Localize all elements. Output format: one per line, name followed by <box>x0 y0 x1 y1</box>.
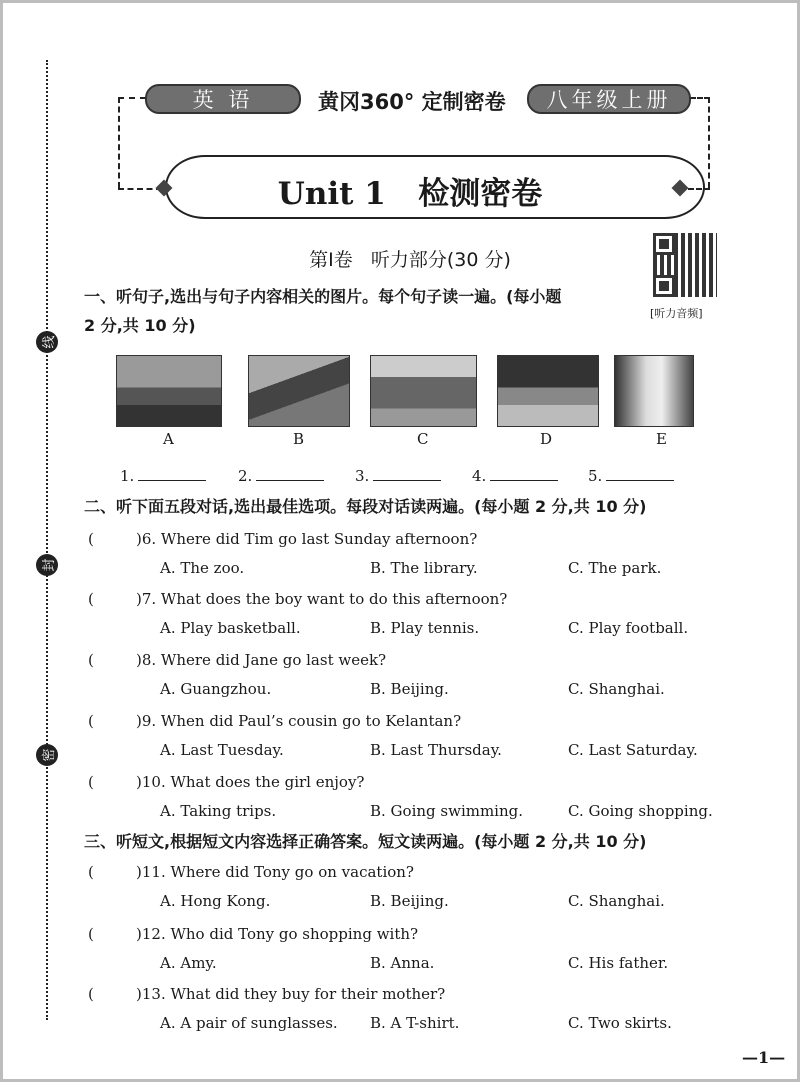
answer-blank <box>120 467 206 485</box>
answer-line[interactable] <box>606 480 674 481</box>
question-text: )13. What did they buy for their mother? <box>136 985 446 1003</box>
section1-heading-cont: 2 分,共 10 分) <box>84 316 196 335</box>
qr-code-icon[interactable] <box>653 233 717 297</box>
answer-blank <box>472 467 558 485</box>
answer-bracket[interactable]: ( <box>88 773 94 791</box>
header-connector <box>118 97 146 99</box>
answer-bracket[interactable]: ( <box>88 590 94 608</box>
great-wall-photo <box>248 355 350 427</box>
answer-blank <box>355 467 441 485</box>
option-c: C. Two skirts. <box>568 1014 672 1032</box>
option-c: C. His father. <box>568 954 669 972</box>
subject-badge: 英 语 <box>145 84 301 114</box>
binding-mark-mi: 密 <box>36 744 58 766</box>
part-title: 第Ⅰ卷 听力部分(30 分) <box>309 249 511 271</box>
question-text: )12. Who did Tony go shopping with? <box>136 925 419 943</box>
blank-number: 1. <box>120 467 135 485</box>
blank-number: 3. <box>355 467 370 485</box>
answer-bracket[interactable]: ( <box>88 530 94 548</box>
waterfall-photo <box>614 355 694 427</box>
opera-house-photo <box>116 355 222 427</box>
section1-heading: 一、听句子,选出与句子内容相关的图片。每个句子读一遍。(每小题 <box>84 287 562 306</box>
option-a: A. A pair of sunglasses. <box>160 1014 338 1032</box>
answer-line[interactable] <box>256 480 324 481</box>
answer-bracket[interactable]: ( <box>88 925 94 943</box>
option-b: B. The library. <box>370 559 478 577</box>
option-c: C. The park. <box>568 559 662 577</box>
qr-label: [听力音频] <box>650 307 703 320</box>
answer-bracket[interactable]: ( <box>88 651 94 669</box>
picture-label: D <box>540 430 553 448</box>
question-text: )7. What does the boy want to do this afternoon? <box>136 590 508 608</box>
picture-label: B <box>293 430 305 448</box>
blank-number: 4. <box>472 467 487 485</box>
answer-line[interactable] <box>373 480 441 481</box>
unit-title: Unit 1 检测密卷 <box>277 176 543 212</box>
option-b: B. Last Thursday. <box>370 741 502 759</box>
picture-label: E <box>656 430 667 448</box>
header-connector <box>690 97 710 99</box>
option-c: C. Play football. <box>568 619 689 637</box>
binding-mark-feng: 封 <box>36 554 58 576</box>
option-c: C. Last Saturday. <box>568 741 698 759</box>
answer-bracket[interactable]: ( <box>88 985 94 1003</box>
option-a: A. Guangzhou. <box>160 680 272 698</box>
answer-line[interactable] <box>138 480 206 481</box>
option-c: C. Shanghai. <box>568 892 665 910</box>
binding-mark-xian: 线 <box>36 331 58 353</box>
option-b: B. Anna. <box>370 954 435 972</box>
series-title: 黄冈360° 定制密卷 <box>318 90 506 114</box>
option-b: B. Play tennis. <box>370 619 480 637</box>
option-a: A. Last Tuesday. <box>160 741 284 759</box>
page-number: —1— <box>742 1048 786 1067</box>
option-b: B. A T-shirt. <box>370 1014 460 1032</box>
question-text: )9. When did Paul’s cousin go to Kelantan? <box>136 712 462 730</box>
grade-badge: 八年级上册 <box>527 84 691 114</box>
section2-heading: 二、听下面五段对话,选出最佳选项。每段对话读两遍。(每小题 2 分,共 10 分) <box>84 497 647 516</box>
answer-blank <box>588 467 674 485</box>
option-a: A. Play basketball. <box>160 619 301 637</box>
option-c: C. Going shopping. <box>568 802 713 820</box>
question-text: )6. Where did Tim go last Sunday afternoon? <box>136 530 478 548</box>
question-text: )11. Where did Tony go on vacation? <box>136 863 414 881</box>
karst-mountains-photo <box>370 355 477 427</box>
answer-blank <box>238 467 324 485</box>
blank-number: 5. <box>588 467 603 485</box>
option-c: C. Shanghai. <box>568 680 665 698</box>
option-a: A. Amy. <box>160 954 217 972</box>
answer-bracket[interactable]: ( <box>88 863 94 881</box>
picture-label: A <box>163 430 174 448</box>
option-b: B. Beijing. <box>370 680 449 698</box>
palm-beach-photo <box>497 355 599 427</box>
section3-heading: 三、听短文,根据短文内容选择正确答案。短文读两遍。(每小题 2 分,共 10 分) <box>84 832 647 851</box>
question-text: )8. Where did Jane go last week? <box>136 651 387 669</box>
answer-bracket[interactable]: ( <box>88 712 94 730</box>
option-a: A. Taking trips. <box>160 802 277 820</box>
picture-label: C <box>417 430 429 448</box>
answer-line[interactable] <box>490 480 558 481</box>
option-b: B. Going swimming. <box>370 802 524 820</box>
option-a: A. The zoo. <box>160 559 245 577</box>
option-a: A. Hong Kong. <box>160 892 271 910</box>
question-text: )10. What does the girl enjoy? <box>136 773 365 791</box>
option-b: B. Beijing. <box>370 892 449 910</box>
blank-number: 2. <box>238 467 253 485</box>
